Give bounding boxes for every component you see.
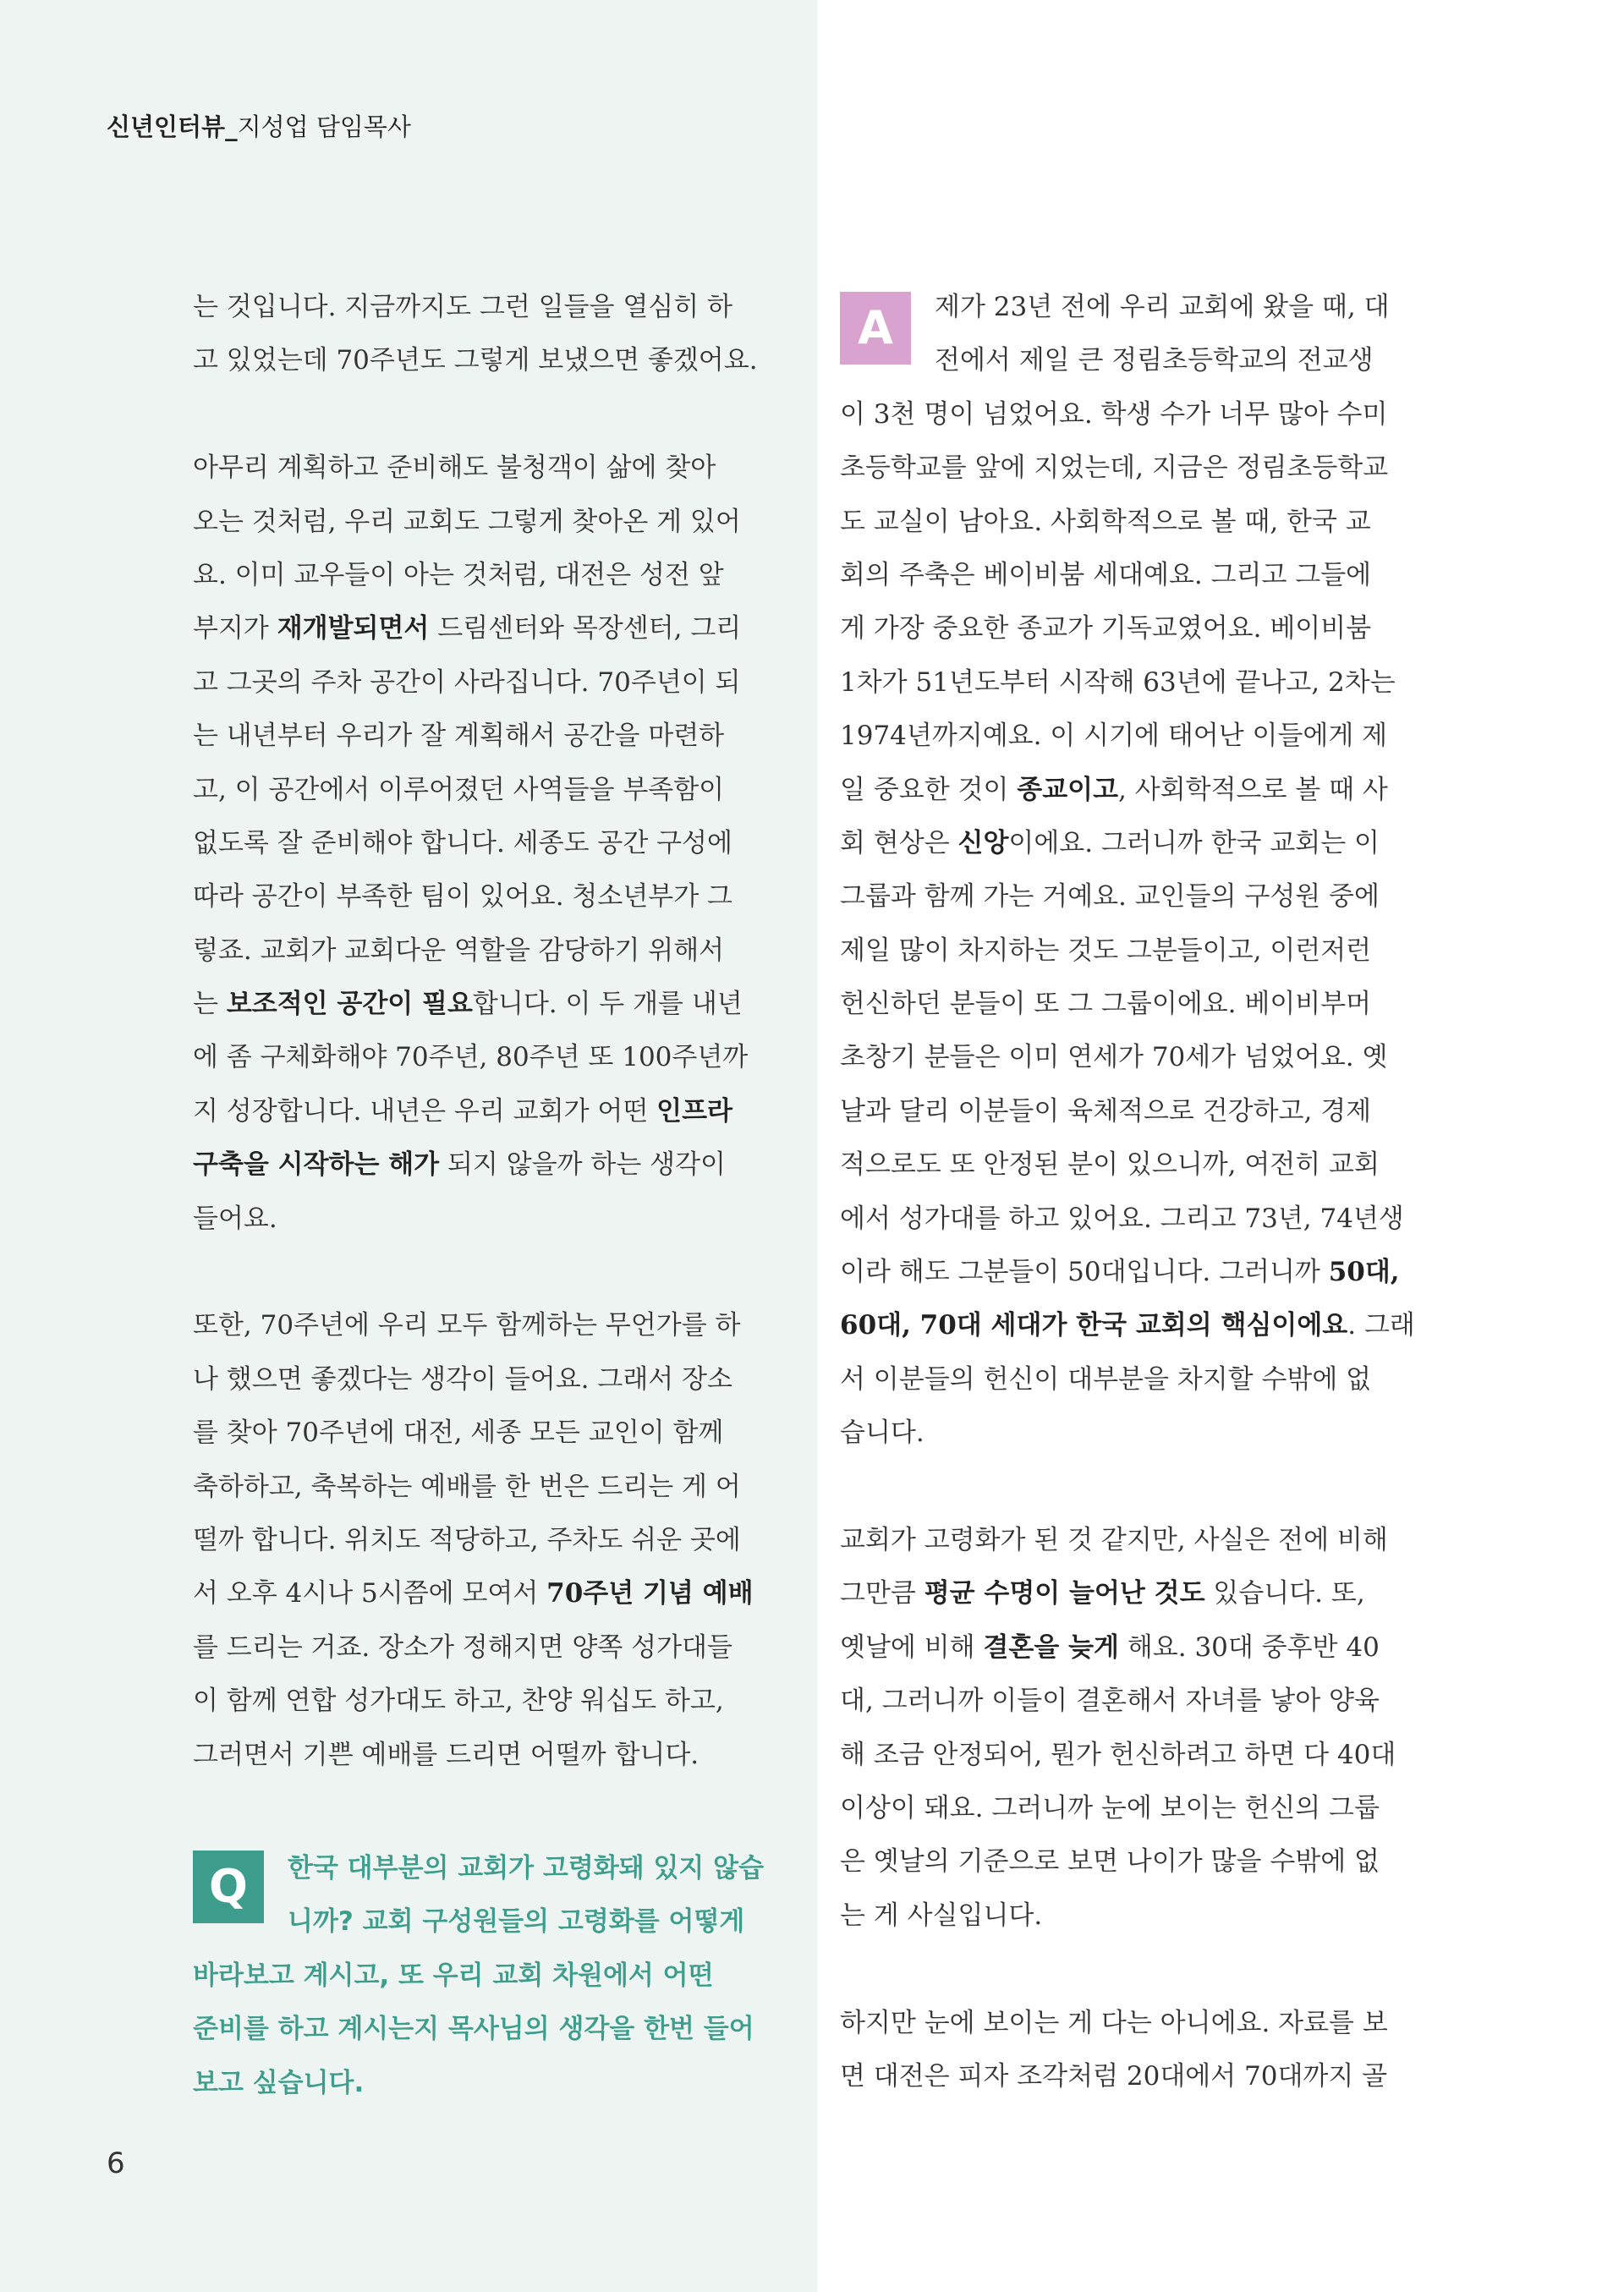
- text-line: 제일 많이 차지하는 것도 그분들이고, 이런저런: [840, 935, 1372, 966]
- text-line: 이상이 돼요. 그러니까 눈에 보이는 헌신의 그룹: [840, 1792, 1380, 1823]
- text-line: 초창기 분들은 이미 연세가 70세가 넘었어요. 옛: [840, 1042, 1388, 1073]
- right-paragraph-2: [840, 1514, 1442, 1943]
- text-line: 나 했으면 좋겠다는 생각이 들어요. 그래서 장소: [193, 1363, 732, 1395]
- text-line: [193, 602, 793, 655]
- text-line: 도 교실이 남아요. 사회학적으로 볼 때, 한국 교: [840, 506, 1371, 537]
- text-line: 바라보고 계시고, 또 우리 교회 차원에서 어떤: [193, 1960, 714, 1991]
- emphasis-text: 50대,: [1328, 1257, 1400, 1288]
- text-line: 에 좀 구체화해야 70주년, 80주년 또 100주년까: [193, 1042, 749, 1073]
- text-segment: 서 오후 4시나 5시쯤에 모여서: [193, 1578, 547, 1609]
- text-line: 한국 대부분의 교회가 고령화돼 있지 않습: [288, 1853, 765, 1883]
- text-line: 헌신하던 분들이 또 그 그룹이에요. 베이비부머: [840, 989, 1372, 1020]
- emphasis-text: 평균 수명이 늘어난 것도: [924, 1578, 1205, 1609]
- text-segment: 옛날에 비해: [840, 1631, 984, 1663]
- emphasis-text: 재개발되면서: [277, 613, 430, 644]
- text-segment: 합니다. 이 두 개를 내년: [472, 989, 743, 1020]
- header-subject: 지성업 담임목사: [237, 112, 411, 141]
- text-line: 고, 이 공간에서 이루어졌던 사역들을 부족함이: [193, 774, 725, 805]
- text-line: 렇죠. 교회가 교회다운 역할을 감당하기 위해서: [193, 935, 725, 966]
- emphasis-text: 신앙: [957, 827, 1009, 858]
- text-line: 아무리 계획하고 준비해도 불청객이 삶에 찾아: [193, 452, 716, 484]
- answer-badge: A: [840, 292, 911, 365]
- text-line: 날과 달리 이분들이 육체적으로 건강하고, 경제: [840, 1095, 1372, 1127]
- page-number: 6: [107, 2147, 125, 2180]
- text-line: 은 옛날의 기준으로 보면 나이가 많을 수밖에 없: [840, 1846, 1380, 1878]
- text-line: 그러면서 기쁜 예배를 드리면 어떨까 합니다.: [193, 1739, 700, 1770]
- text-line: 축하하고, 축복하는 예배를 한 번은 드리는 게 어: [193, 1471, 741, 1502]
- text-line: 제가 23년 전에 우리 교회에 왔을 때, 대: [935, 292, 1390, 322]
- text-segment: 이라 해도 그분들이 50대입니다. 그러니까: [840, 1257, 1329, 1288]
- text-line: 는 게 사실입니다.: [840, 1900, 1043, 1931]
- text-line: 초등학교를 앞에 지었는데, 지금은 정림초등학교: [840, 452, 1389, 484]
- left-paragraph-2: [193, 441, 793, 1246]
- text-segment: 이에요. 그러니까 한국 교회는 이: [1008, 827, 1380, 858]
- text-line: 들어요.: [193, 1203, 277, 1234]
- text-line: 하지만 눈에 보이는 게 다는 아니에요. 자료를 보: [840, 2007, 1388, 2038]
- left-column: [193, 281, 793, 1782]
- question-text: [193, 1842, 793, 2110]
- text-segment: 있습니다. 또,: [1204, 1578, 1365, 1609]
- question-badge: Q: [193, 1851, 264, 1923]
- text-line: 습니다.: [840, 1417, 924, 1449]
- text-line: 오는 것처럼, 우리 교회도 그렇게 찾아온 게 있어: [193, 506, 741, 537]
- text-line: 고 그곳의 주차 공간이 사라집니다. 70주년이 되: [193, 666, 741, 698]
- text-segment: 일 중요한 것이: [840, 774, 1018, 805]
- left-paragraph-1: [193, 281, 793, 388]
- text-line: 준비를 하고 계시는지 목사님의 생각을 한번 들어: [193, 2014, 754, 2045]
- text-line: [840, 1567, 1442, 1620]
- text-line: 서 이분들의 헌신이 대부분을 차지할 수밖에 없: [840, 1363, 1372, 1395]
- right-paragraph-1: [840, 281, 1442, 1461]
- text-line: 전에서 제일 큰 정림초등학교의 전교생: [935, 345, 1374, 376]
- text-line: 대, 그러니까 이들이 결혼해서 자녀를 낳아 양육: [840, 1686, 1380, 1717]
- text-line: 는 것입니다. 지금까지도 그런 일들을 열심히 하: [193, 292, 732, 322]
- text-line: 회의 주축은 베이비붐 세대예요. 그리고 그들에: [840, 559, 1372, 590]
- emphasis-text: 인프라: [656, 1095, 732, 1127]
- text-line: [193, 1567, 793, 1620]
- right-column: [840, 281, 1442, 2103]
- text-segment: 지 성장합니다. 내년은 우리 교회가 어떤: [193, 1095, 657, 1127]
- header-series: 신년인터뷰_: [107, 112, 238, 141]
- text-line: 는 내년부터 우리가 잘 계획해서 공간을 마련하: [193, 721, 725, 752]
- text-line: 그룹과 함께 가는 거예요. 교인들의 구성원 중에: [840, 881, 1380, 913]
- emphasis-text: 구축을 시작하는 해가: [193, 1149, 440, 1181]
- text-line: 를 드리는 거죠. 장소가 정해지면 양쪽 성가대들: [193, 1631, 732, 1663]
- text-line: 니까? 교회 구성원들의 고령화를 어떻게: [288, 1906, 745, 1938]
- text-segment: , 사회학적으로 볼 때 사: [1118, 774, 1388, 805]
- text-segment: 는: [193, 989, 227, 1020]
- text-line: 이 함께 연합 성가대도 하고, 찬양 워십도 하고,: [193, 1686, 724, 1717]
- text-line: 요. 이미 교우들이 아는 것처럼, 대전은 성전 앞: [193, 559, 724, 590]
- text-line: 이 3천 명이 넘었어요. 학생 수가 너무 많아 수미: [840, 398, 1388, 430]
- text-line: 보고 싶습니다.: [193, 2067, 365, 2098]
- text-line: [193, 978, 793, 1031]
- emphasis-text: 종교이고: [1017, 774, 1119, 805]
- text-line: 해 조금 안정되어, 뭔가 헌신하려고 하면 다 40대: [840, 1739, 1396, 1770]
- text-line: [193, 1138, 793, 1192]
- text-line: 적으로도 또 안정된 분이 있으니까, 여전히 교회: [840, 1149, 1380, 1181]
- text-segment: 해요. 30대 중후반 40: [1118, 1631, 1380, 1663]
- text-line: 를 찾아 70주년에 대전, 세종 모든 교인이 함께: [193, 1417, 724, 1449]
- emphasis-text: 보조적인 공간이 필요: [226, 989, 473, 1020]
- emphasis-text: 70주년 기념 예배: [546, 1578, 754, 1609]
- text-line: 없도록 잘 준비해야 합니다. 세종도 공간 구성에: [193, 827, 732, 858]
- text-segment: 회 현상은: [840, 827, 958, 858]
- text-line: 에서 성가대를 하고 있어요. 그리고 73년, 74년생: [840, 1203, 1404, 1234]
- text-line: 게 가장 중요한 종교가 기독교였어요. 베이비붐: [840, 613, 1372, 644]
- text-segment: . 그래: [1347, 1310, 1415, 1341]
- text-line: [840, 764, 1442, 817]
- text-line: 또한, 70주년에 우리 모두 함께하는 무언가를 하: [193, 1310, 741, 1341]
- emphasis-text: 60대, 70대 세대가 한국 교회의 핵심이에요: [840, 1310, 1348, 1341]
- text-line: 1차가 51년도부터 시작해 63년에 끝나고, 2차는: [840, 666, 1396, 698]
- right-paragraph-3: [840, 1997, 1442, 2104]
- emphasis-text: 결혼을 늦게: [983, 1631, 1119, 1663]
- text-line: [193, 1085, 793, 1138]
- text-line: [840, 1299, 1442, 1352]
- text-line: 교회가 고령화가 된 것 같지만, 사실은 전에 비해: [840, 1524, 1388, 1555]
- text-line: 고 있었는데 70주년도 그렇게 보냈으면 좋겠어요.: [193, 345, 758, 376]
- text-segment: 드림센터와 목장센터, 그리: [429, 613, 742, 644]
- text-line: 따라 공간이 부족한 팀이 있어요. 청소년부가 그: [193, 881, 732, 913]
- text-line: 떨까 합니다. 위치도 적당하고, 주차도 쉬운 곳에: [193, 1524, 741, 1555]
- text-line: [840, 1621, 1442, 1675]
- text-line: 면 대전은 피자 조각처럼 20대에서 70대까지 골: [840, 2060, 1388, 2092]
- text-segment: 되지 않을까 하는 생각이: [439, 1149, 726, 1181]
- text-segment: 그만큼: [840, 1578, 924, 1609]
- text-segment: 부지가: [193, 613, 277, 644]
- text-line: 1974년까지예요. 이 시기에 태어난 이들에게 제: [840, 721, 1388, 752]
- left-paragraph-3: [193, 1299, 793, 1782]
- running-header: [107, 108, 411, 143]
- text-line: [840, 1246, 1442, 1299]
- text-line: [840, 817, 1442, 870]
